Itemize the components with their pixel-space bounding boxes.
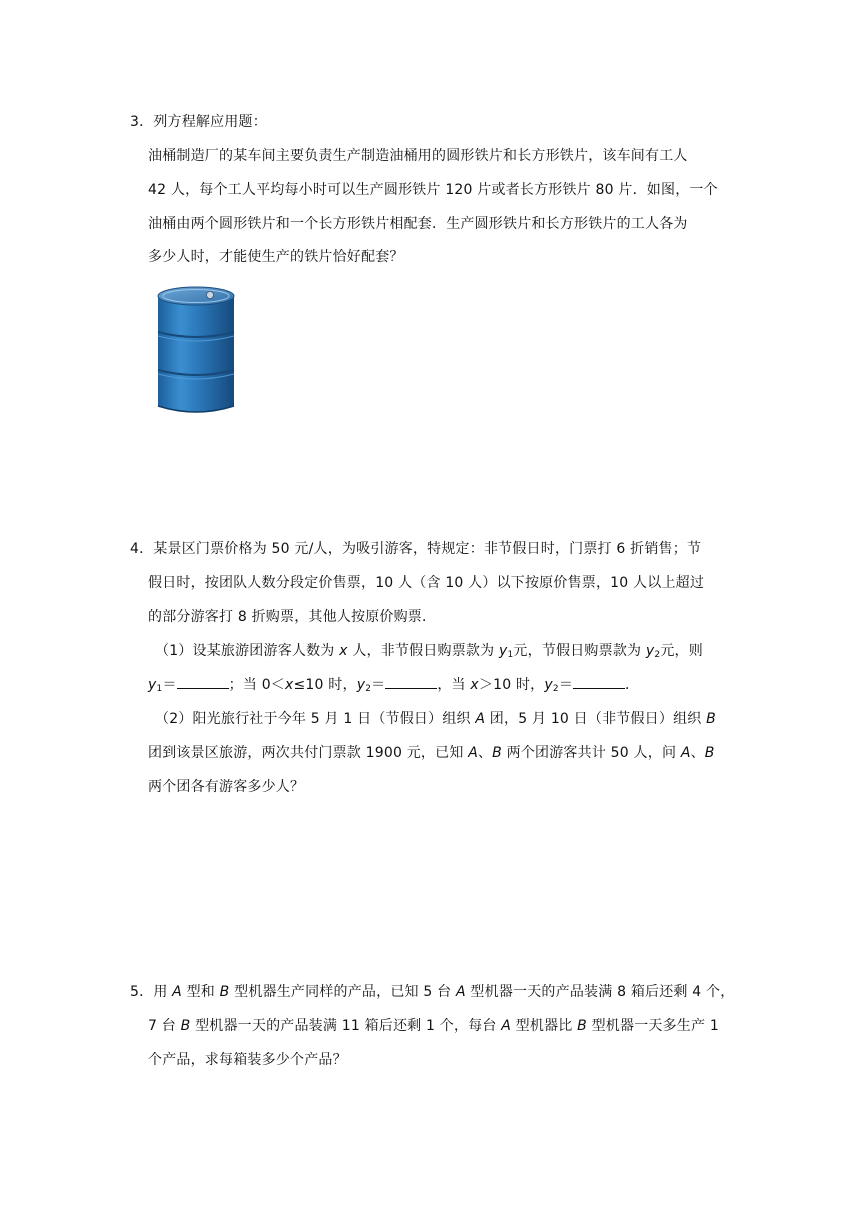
q3-line-4: 多少人时，才能使生产的铁片恰好配套？ <box>148 249 404 265</box>
oil-barrel-image <box>148 284 244 416</box>
q3-number: 3．列方程解应用题： <box>130 114 267 130</box>
answer-blank-2[interactable] <box>385 675 437 689</box>
q3-line-3: 油桶由两个圆形铁片和一个长方形铁片相配套．生产圆形铁片和长方形铁片的工人各为 <box>148 216 688 232</box>
q3-line-2: 42 人，每个工人平均每小时可以生产圆形铁片 120 片或者长方形铁片 80 片．如图，一个 <box>148 182 718 198</box>
answer-blank-3[interactable] <box>573 675 625 689</box>
q4-part2-line3: 两个团各有游客多少人？ <box>148 779 305 795</box>
q4-line-2: 假日时，按团队人数分段定价售票，10 人（含 10 人）以下按原价售票，10 人以上超过 <box>148 575 705 591</box>
q5-line-3: 个产品，求每箱装多少个产品？ <box>148 1052 347 1068</box>
q4-line-1: 4．某景区门票价格为 50 元/人，为吸引游客，特规定：非节假日时，门票打 6 折销售；节 <box>130 541 702 557</box>
answer-blank-1[interactable] <box>177 675 229 689</box>
q4-part1-line2: $y_1=$ ；当 0＜x≤10 时，$y_2=$ ，当 x＞10 时，$y_2=$ ． <box>148 677 640 694</box>
q4-line-3: 的部分游客打 8 折购票，其他人按原价购票． <box>148 609 437 625</box>
q4-part2-line2: 团到该景区旅游，两次共付门票款 1900 元，已知 A、B 两个团游客共计 50 人，问 A、B <box>148 745 715 761</box>
q4-part1-line1: （1）设某旅游团游客人数为 x 人，非节假日购票款为 $y_1$元，节假日购票款为 $y_2$元，则 <box>155 643 703 660</box>
q5-line-1: 5．用 A 型和 B 型机器生产同样的产品，已知 5 台 A 型机器一天的产品装满 8 箱后还剩 4 个， <box>130 984 735 1000</box>
q3-line-1: 油桶制造厂的某车间主要负责生产制造油桶用的圆形铁片和长方形铁片，该车间有工人 <box>148 148 688 164</box>
q4-part2-line1: （2）阳光旅行社于今年 5 月 1 日（节假日）组织 A 团，5 月 10 日（非节假日）组织 B <box>155 711 716 727</box>
q3-title: 列方程解应用题： <box>153 114 267 130</box>
q5-line-2: 7 台 B 型机器一天的产品装满 11 箱后还剩 1 个，每台 A 型机器比 B 型机器一天多生产 1 <box>148 1018 719 1034</box>
